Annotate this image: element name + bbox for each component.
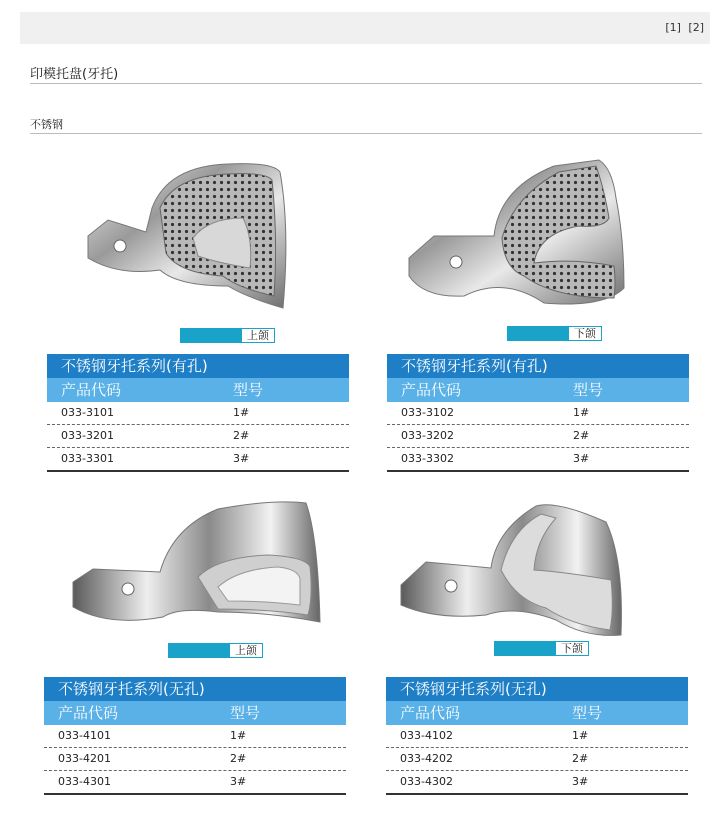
table-title: 不锈钢牙托系列(无孔) (44, 677, 346, 701)
jaw-label-lower (494, 641, 589, 656)
product-code: 033-3101 (61, 406, 114, 419)
table-column-header (386, 701, 688, 725)
column-header-code: 产品代码 (401, 381, 462, 399)
product-code: 033-4302 (400, 775, 453, 788)
top-bar (20, 12, 710, 44)
product-table-solid-upper (44, 677, 346, 795)
table-row (47, 402, 349, 425)
product-code: 033-4202 (400, 752, 453, 765)
jaw-label-lower (507, 326, 602, 341)
model-number: 1# (233, 406, 250, 419)
page-link-1[interactable]: [1] (665, 21, 681, 34)
product-code: 033-3102 (401, 406, 454, 419)
page-link-2[interactable]: [2] (688, 21, 704, 34)
product-table-perforated-lower (387, 354, 689, 472)
model-number: 2# (572, 752, 589, 765)
solid-upper-tray-image (68, 497, 328, 637)
jaw-label-text: 上颌 (230, 643, 263, 658)
product-code: 033-3201 (61, 429, 114, 442)
column-header-model: 型号 (573, 381, 604, 399)
jaw-label-text: 上颌 (242, 328, 275, 343)
table-row (47, 448, 349, 472)
jaw-label-upper (180, 328, 275, 343)
column-header-code: 产品代码 (400, 704, 461, 722)
table-row (387, 425, 689, 448)
jaw-label-bar (180, 328, 242, 343)
jaw-label-bar (494, 641, 556, 656)
model-number: 3# (573, 452, 590, 465)
pagination (661, 21, 704, 34)
jaw-label-bar (507, 326, 569, 341)
column-header-model: 型号 (233, 381, 264, 399)
product-code: 033-3202 (401, 429, 454, 442)
table-column-header (387, 378, 689, 402)
model-number: 3# (230, 775, 247, 788)
table-title: 不锈钢牙托系列(有孔) (47, 354, 349, 378)
table-row (386, 748, 688, 771)
column-header-code: 产品代码 (58, 704, 119, 722)
model-number: 1# (572, 729, 589, 742)
column-header-model: 型号 (572, 704, 603, 722)
table-title: 不锈钢牙托系列(有孔) (387, 354, 689, 378)
table-row (47, 425, 349, 448)
table-row (386, 725, 688, 748)
model-number: 1# (230, 729, 247, 742)
table-column-header (47, 378, 349, 402)
model-number: 2# (230, 752, 247, 765)
table-row (387, 448, 689, 472)
product-code: 033-4102 (400, 729, 453, 742)
perforated-upper-tray-image (78, 158, 298, 323)
product-table-solid-lower (386, 677, 688, 795)
column-header-code: 产品代码 (61, 381, 122, 399)
product-code: 033-3302 (401, 452, 454, 465)
model-number: 2# (233, 429, 250, 442)
jaw-label-upper (168, 643, 263, 658)
column-header-model: 型号 (230, 704, 261, 722)
product-table-perforated-upper (47, 354, 349, 472)
model-number: 3# (572, 775, 589, 788)
product-code: 033-4301 (58, 775, 111, 788)
model-number: 2# (573, 429, 590, 442)
solid-lower-tray-image (396, 500, 626, 640)
table-column-header (44, 701, 346, 725)
section-title: 印模托盘(牙托) (30, 63, 702, 84)
perforated-lower-tray-image (404, 158, 634, 323)
product-code: 033-3301 (61, 452, 114, 465)
jaw-label-text: 下颌 (556, 641, 589, 656)
material-subtitle: 不锈钢 (30, 116, 702, 134)
table-row (44, 725, 346, 748)
model-number: 1# (573, 406, 590, 419)
product-code: 033-4201 (58, 752, 111, 765)
table-title: 不锈钢牙托系列(无孔) (386, 677, 688, 701)
table-row (44, 748, 346, 771)
jaw-label-text: 下颌 (569, 326, 602, 341)
table-row (386, 771, 688, 795)
jaw-label-bar (168, 643, 230, 658)
table-row (44, 771, 346, 795)
table-row (387, 402, 689, 425)
model-number: 3# (233, 452, 250, 465)
product-code: 033-4101 (58, 729, 111, 742)
